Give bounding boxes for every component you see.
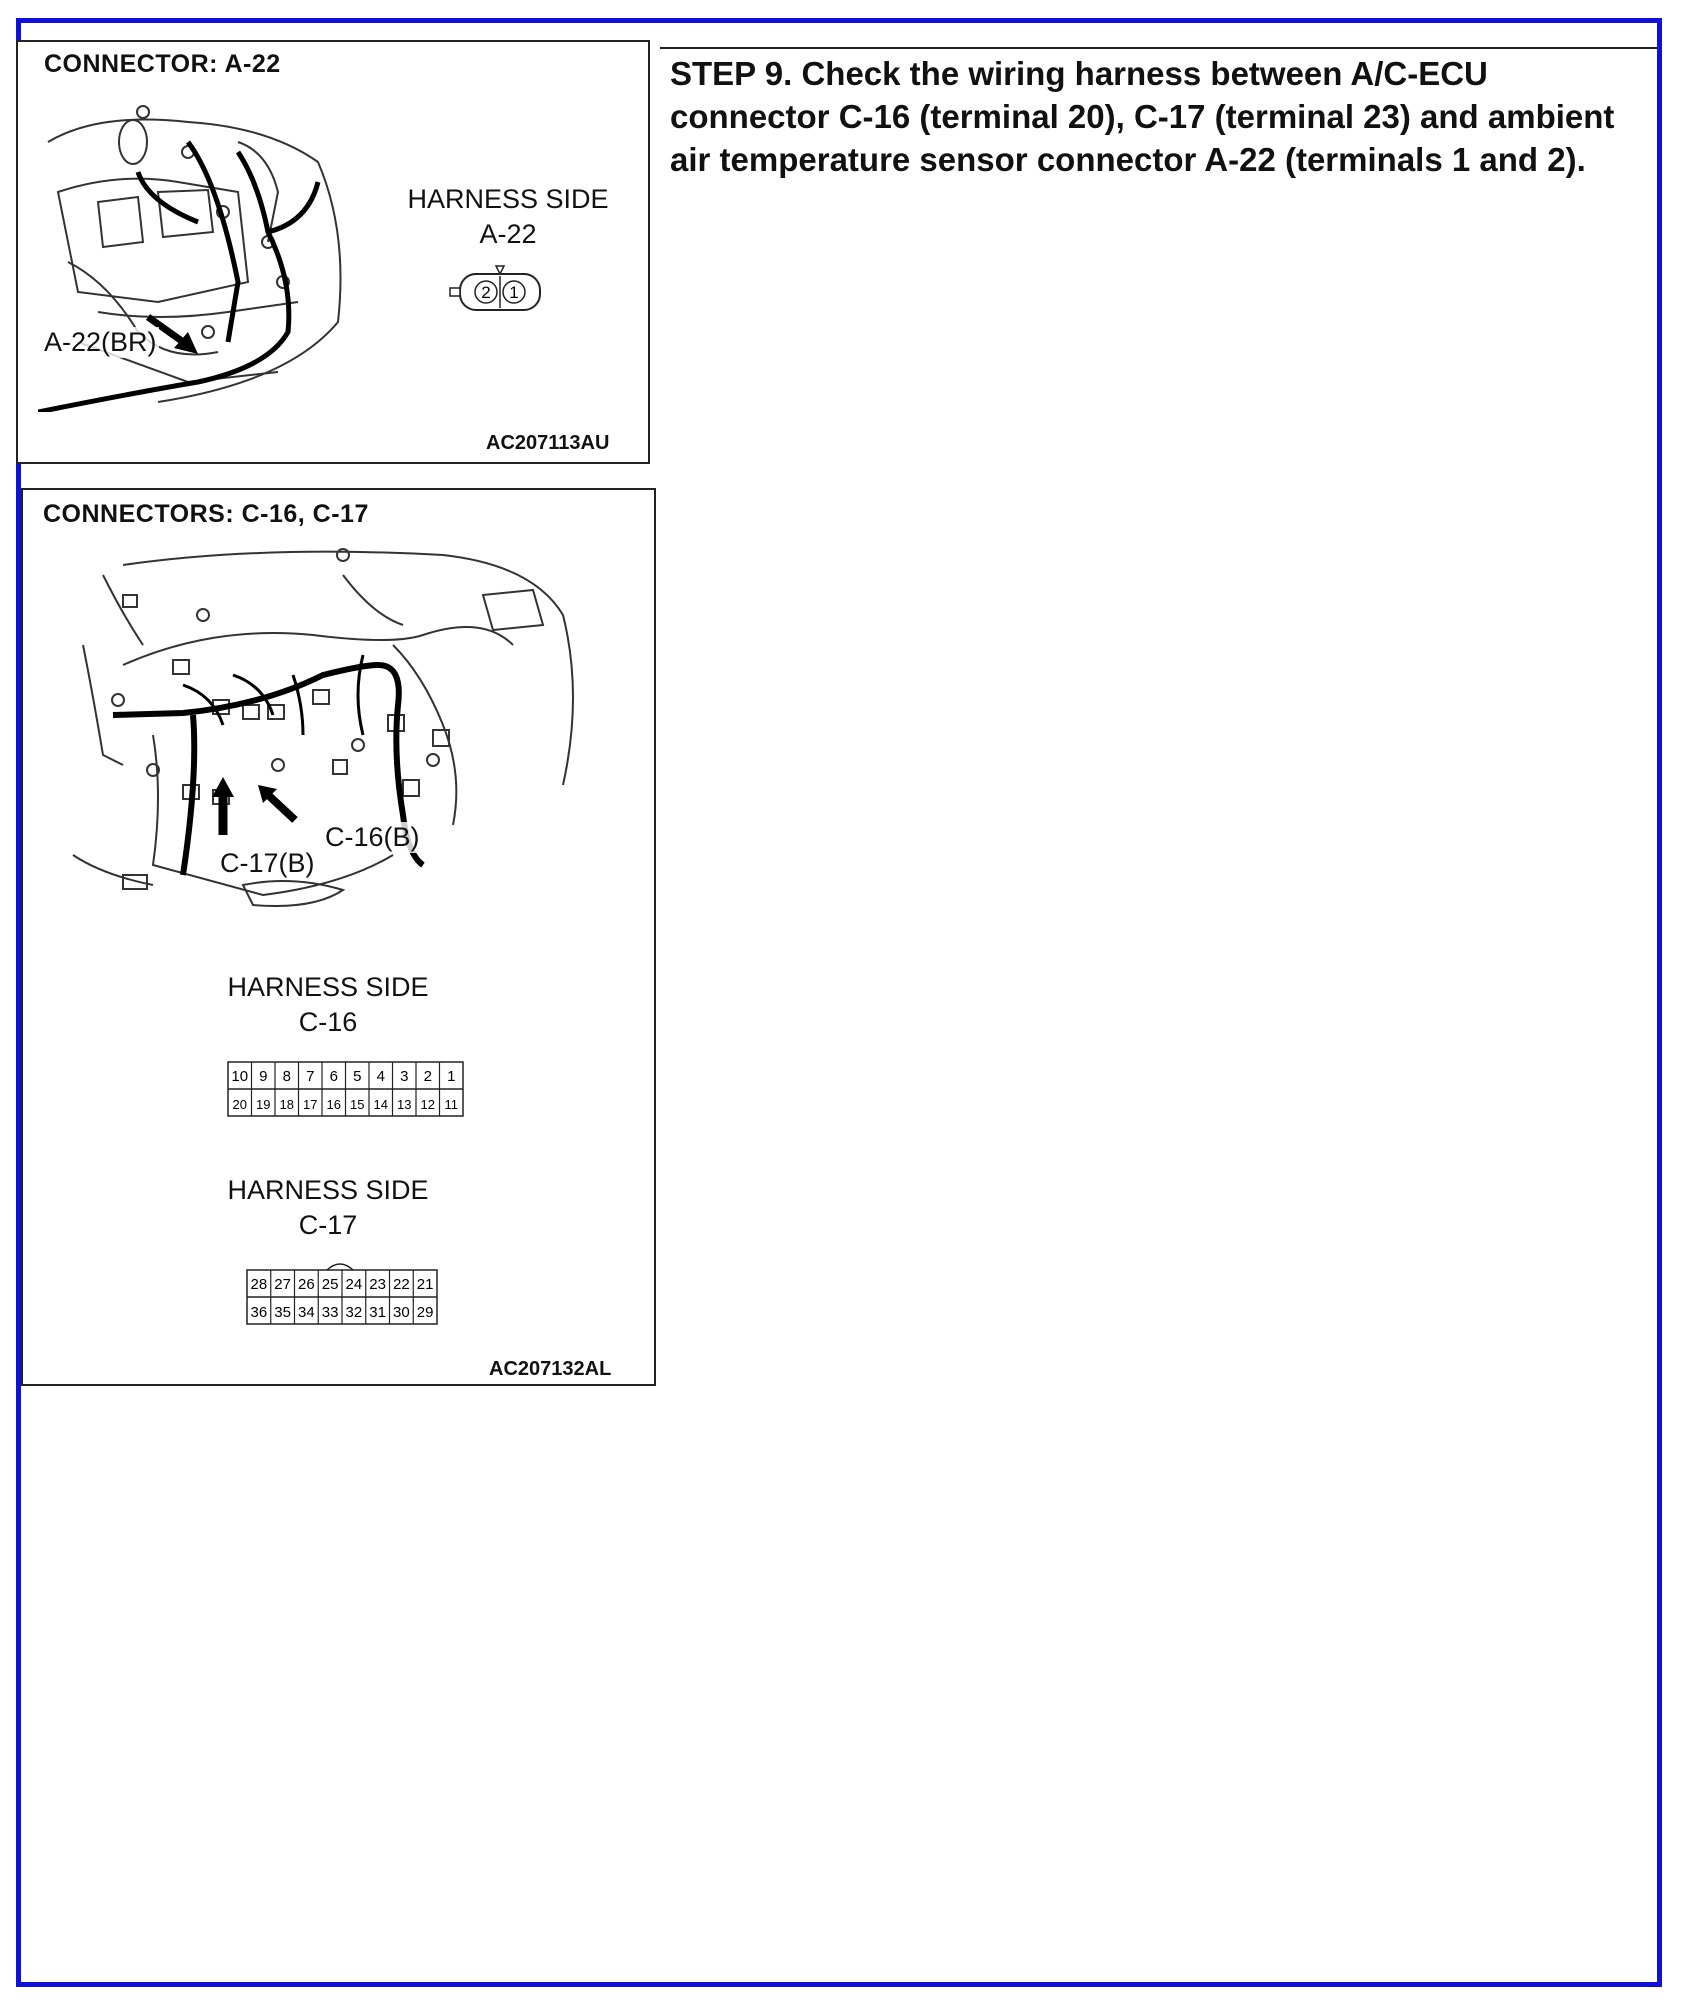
harness-side-label bbox=[388, 182, 628, 252]
c16-pin-3: 3 bbox=[400, 1068, 409, 1085]
c16-pin-13: 13 bbox=[397, 1097, 412, 1112]
terminal-2: 2 bbox=[481, 283, 491, 302]
figure-code: AC207132AL bbox=[489, 1358, 612, 1380]
harness-side-text: HARNESS SIDE bbox=[407, 184, 609, 214]
connector-id-text: C-17 bbox=[298, 1210, 358, 1241]
c16-pin-14: 14 bbox=[373, 1097, 388, 1112]
c16-pin-12: 12 bbox=[420, 1097, 435, 1112]
c17-pin-36: 36 bbox=[250, 1304, 268, 1321]
c17-location-callout: C-17(B) bbox=[220, 848, 315, 878]
c16-pin-17: 17 bbox=[303, 1097, 318, 1112]
c17-pin-32: 32 bbox=[345, 1304, 363, 1321]
figure-code: AC207113AU bbox=[486, 432, 610, 454]
connector-id-text: A-22 bbox=[479, 219, 537, 250]
c17-pin-30: 30 bbox=[393, 1304, 410, 1321]
c17-pin-27: 27 bbox=[274, 1276, 291, 1293]
harness-side-text: HARNESS SIDE bbox=[227, 1175, 429, 1205]
c16-pin-11: 11 bbox=[444, 1097, 458, 1112]
connector-id-text: C-16 bbox=[298, 1007, 358, 1038]
connector-a22-panel bbox=[16, 40, 650, 464]
c16-pin-10: 10 bbox=[231, 1068, 249, 1085]
c16-pin-4: 4 bbox=[376, 1068, 385, 1085]
c17-pin-26: 26 bbox=[298, 1276, 315, 1293]
c16-harness-side-label bbox=[193, 970, 463, 1040]
dashboard-harness-illustration bbox=[63, 535, 623, 935]
c16-pin-9: 9 bbox=[259, 1068, 268, 1085]
c17-pin-29: 29 bbox=[416, 1304, 434, 1321]
c16-pin-16: 16 bbox=[326, 1097, 341, 1112]
c17-pin-23: 23 bbox=[369, 1276, 386, 1293]
panel-title: CONNECTOR: A-22 bbox=[44, 50, 281, 78]
a22-connector-face bbox=[448, 264, 558, 324]
panel-title: CONNECTORS: C-16, C-17 bbox=[43, 500, 369, 528]
engine-bay-illustration bbox=[38, 82, 398, 412]
c16-pin-6: 6 bbox=[329, 1068, 338, 1085]
c17-pin-33: 33 bbox=[321, 1304, 339, 1321]
c17-pin-34: 34 bbox=[298, 1304, 315, 1321]
c17-pin-35: 35 bbox=[274, 1304, 291, 1321]
c16-pin-19: 19 bbox=[256, 1097, 271, 1112]
a22-location-callout: A-22(BR) bbox=[44, 327, 157, 357]
connectors-c16-c17-panel bbox=[21, 488, 656, 1386]
c17-pin-31: 31 bbox=[369, 1304, 386, 1321]
c16-pin-15: 15 bbox=[350, 1097, 365, 1112]
terminal-1: 1 bbox=[509, 283, 519, 302]
c16-pin-7: 7 bbox=[306, 1068, 315, 1085]
c17-connector-face bbox=[245, 1256, 445, 1326]
c16-location-callout: C-16(B) bbox=[325, 822, 420, 852]
c16-pin-1: 1 bbox=[447, 1068, 456, 1085]
c17-pin-24: 24 bbox=[345, 1276, 363, 1293]
harness-side-text: HARNESS SIDE bbox=[227, 972, 429, 1002]
c17-pin-22: 22 bbox=[393, 1276, 410, 1293]
c17-pin-21: 21 bbox=[416, 1276, 434, 1293]
c16-pin-18: 18 bbox=[279, 1097, 294, 1112]
c16-pin-20: 20 bbox=[232, 1097, 247, 1112]
c16-pin-5: 5 bbox=[353, 1068, 362, 1085]
c17-harness-side-label bbox=[193, 1173, 463, 1243]
c16-connector-face bbox=[226, 1056, 476, 1122]
step-divider bbox=[660, 47, 1657, 49]
c16-pin-8: 8 bbox=[282, 1068, 291, 1085]
c17-pin-25: 25 bbox=[321, 1276, 339, 1293]
step-instruction: STEP 9. Check the wiring harness between A/C-ECU connector C-16 (terminal 20), C-17 (terminal 23) and ambient air temperature sensor connector A-22 (terminals 1 and 2). bbox=[670, 55, 1615, 178]
c16-pin-2: 2 bbox=[423, 1068, 432, 1085]
c17-pin-28: 28 bbox=[250, 1276, 268, 1293]
